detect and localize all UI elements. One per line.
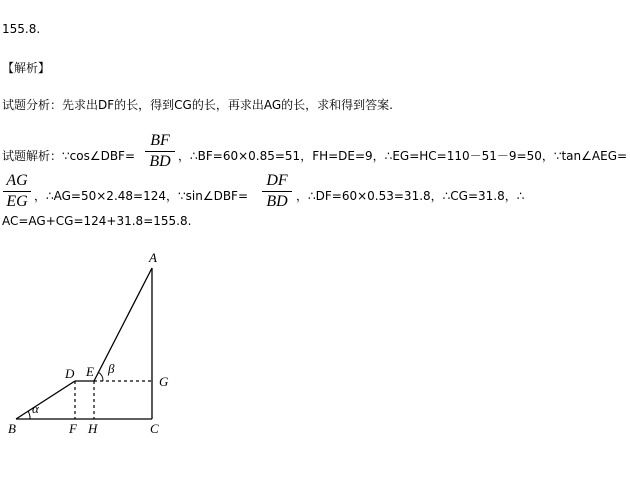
- fraction-denominator: BD: [149, 153, 171, 170]
- label-a: A: [149, 250, 157, 265]
- segment-bd: [16, 381, 75, 419]
- solution-segment-3: ，∴DF=60×0.53=31.8，∴CG=31.8，∴: [296, 189, 525, 203]
- label-d: D: [65, 366, 75, 381]
- solution-segment-2: ，∴AG=50×2.48=124，∵sin∠DBF=: [34, 189, 249, 203]
- fraction-denominator: BD: [266, 193, 288, 210]
- label-f: F: [69, 421, 77, 436]
- angle-alpha-arc: [28, 411, 30, 419]
- analysis-line: 试题分析：先求出DF的长，得到CG的长，再求出AG的长，求和得到答案.: [2, 98, 393, 112]
- solution-segment-1: ，∴BF=60×0.85=51，FH=DE=9，∴EG=HC=110－51－9=50，∵tan∠AEG=: [178, 149, 628, 163]
- label-alpha: α: [32, 401, 39, 416]
- answer-line: 155.8.: [2, 22, 41, 36]
- segment-ea: [94, 268, 152, 381]
- fraction-denominator: EG: [6, 193, 28, 210]
- label-c: C: [150, 421, 159, 436]
- label-e: E: [86, 364, 94, 379]
- fraction-numerator: DF: [266, 172, 288, 189]
- label-beta: β: [108, 361, 115, 376]
- solution-last-line: AC=AG+CG=124+31.8=155.8.: [2, 214, 192, 228]
- fraction-numerator: BF: [150, 132, 170, 149]
- label-g: G: [159, 374, 169, 389]
- label-h: H: [88, 421, 98, 436]
- section-title: 【解析】: [2, 61, 51, 75]
- fraction-numerator: AG: [6, 172, 28, 189]
- label-b: B: [8, 421, 16, 436]
- solution-prefix: 试题解析：∵cos∠DBF=: [2, 149, 136, 163]
- angle-beta-arc: [98, 372, 103, 381]
